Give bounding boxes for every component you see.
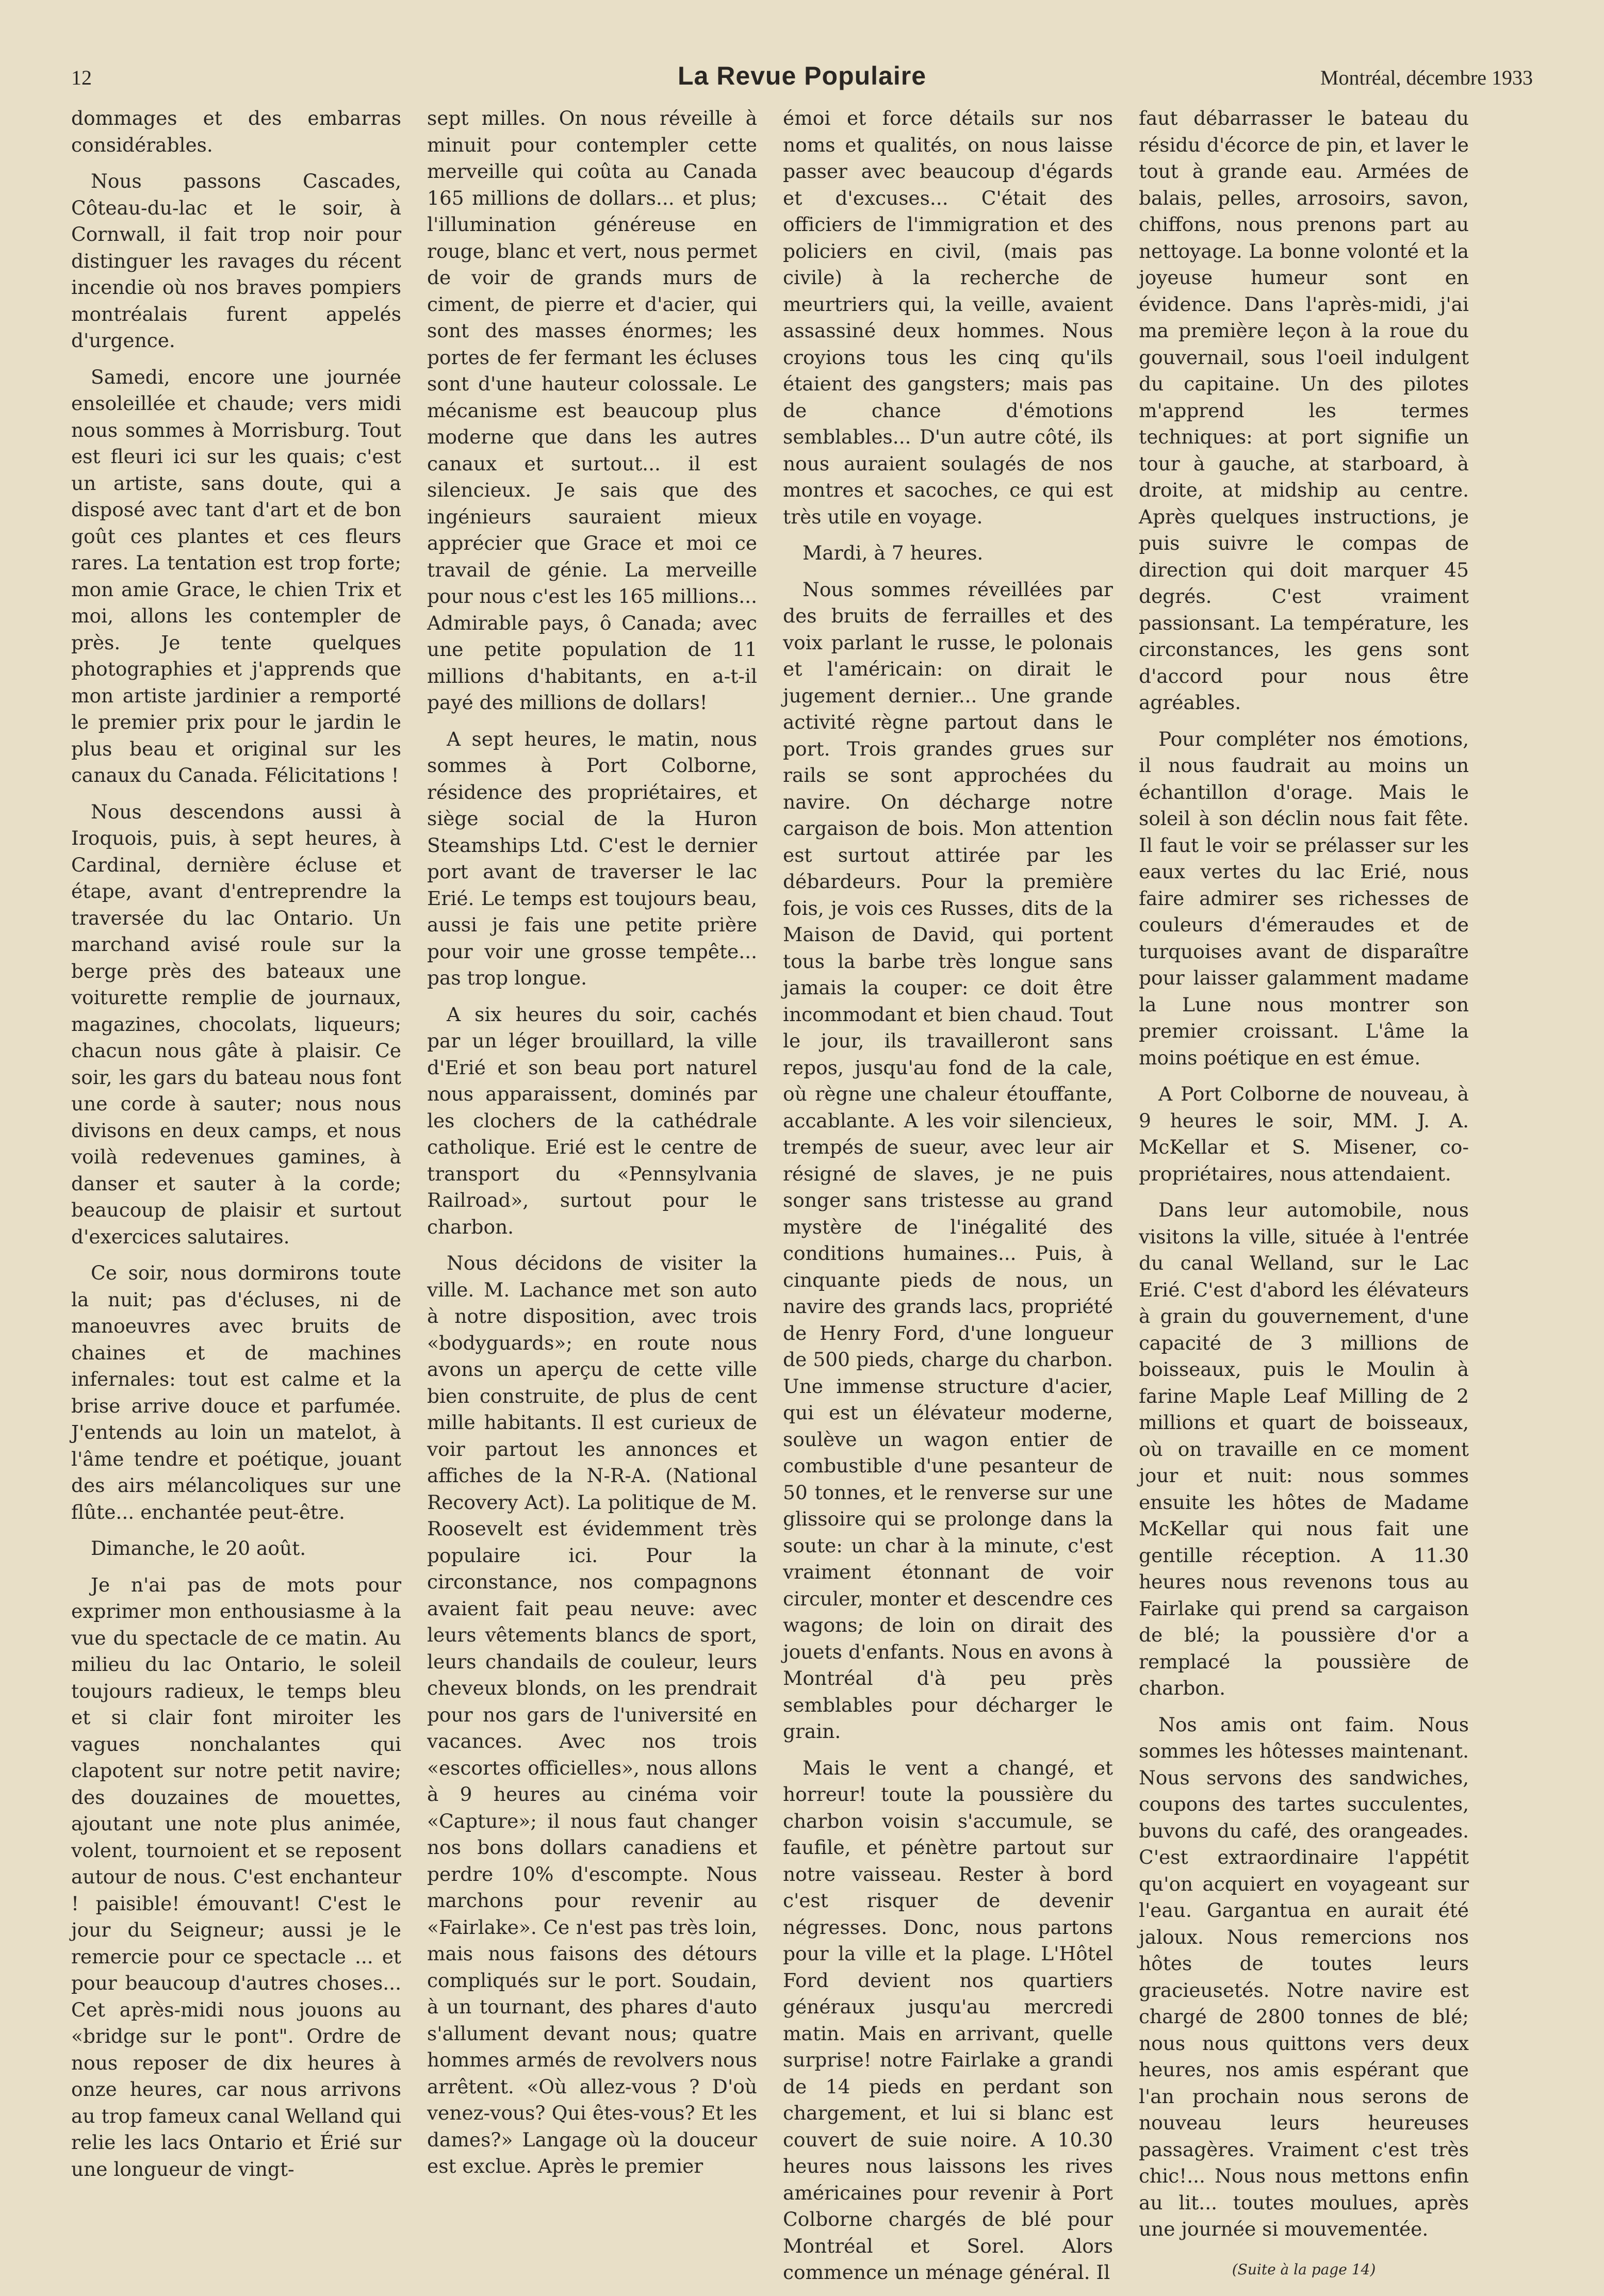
page-header [71, 61, 1533, 97]
paragraph: faut débarrasser le bateau du résidu d'écorce de pin, et laver le tout à grande eau. Armées de balais, pelles, arrosoirs, savon, chiffons, nous prenons part au nettoyage. La bonne volonté et la joyeuse humeur sont en évidence. Dans l'après-midi, j'ai ma première leçon à la roue du gouvernail, sous l'oeil indulgent du capitaine. Un des pilotes m'apprend les termes techniques: at port signifie un tour à gauche, at starboard, à droite, at midship au centre. Après quelques instructions, je puis suivre le compas de direction qui doit marquer 45 degrés. C'est vraiment passionsant. La température, les circonstances, les gens sont d'accord pour nous être agréables. [1139, 107, 1469, 714]
paragraph: A six heures du soir, cachés par un léger brouillard, la ville d'Erié et son beau port naturel nous apparaissent, dominés par les clochers de la cathédrale catholique. Erié est le centre de transport du «Pennsylvania Railroad», surtout pour le charbon. [427, 1003, 757, 1238]
paragraph: Samedi, encore une journée ensoleillée et chaude; vers midi nous sommes à Morrisburg. Tout est fleuri ici sur les quais; c'est un artiste, sans doute, qui a disposé avec tant d'art et de bon goût ces plantes et ces fleurs rares. La tentation est trop forte; mon amie Grace, le chien Trix et moi, allons les contempler de près. Je tente quelques photographies et j'apprends que mon artiste jardinier a remporté le premier prix pour le jardin le plus beau et original sur les canaux du Canada. Félicitations ! [71, 365, 401, 786]
paragraph: Nous descendons aussi à Iroquois, puis, à sept heures, à Cardinal, dernière écluse et étape, avant d'entreprendre la traversée du lac Ontario. Un marchand avisé roule sur la berge près des bateaux une voiturette remplie de journaux, magazines, chocolats, liqueurs; chacun nous gâte à plaisir. Ce soir, les gars du bateau nous font une corde à sauter; nous nous divisons en deux camps, et nous voilà redevenues gamines, à danser et sauter à la corde; beaucoup de plaisir et surtout d'exercices salutaires. [71, 800, 401, 1248]
paragraph: Pour compléter nos émotions, il nous faudrait au moins un échantillon d'orage. Mais le soleil à son déclin nous fait fête. Il faut le voir se prélasser sur les eaux vertes du lac Erié, nous faire admirer ses richesses de couleurs d'émeraudes et de turquoises avant de disparaître pour laisser galamment madame la Lune nous montrer son premier croissant. L'âme la moins poétique en est émue. [1139, 727, 1469, 1069]
column-2 [427, 105, 757, 2296]
column-1 [71, 105, 401, 2296]
page-number: 12 [71, 66, 92, 89]
paragraph: Nous décidons de visiter la ville. M. Lachance met son auto à notre disposition, avec trois «bodyguards»; en route nous avons un aperçu de cette ville bien construite, de plus de cent mille habitants. Il est curieux de voir partout les annonces et affiches de la N-R-A. (National Recovery Act). La politique de M. Roosevelt est évidemment très populaire ici. Pour la circonstance, nos compagnons avaient fait peau neuve: avec leurs vêtements blancs de sport, leurs chandails de couleur, leurs cheveux blonds, on les prendrait pour nos gars de l'université en vacances. Avec nos trois «escortes officielles», nous allons à 9 heures au cinéma voir «Capture»; il nous faut changer nos bons dollars canadiens et perdre 10% d'escompte. Nous marchons pour revenir au «Fairlake». Ce n'est pas très loin, mais nous faisons des détours compliqués sur le port. Soudain, à un tournant, des phares d'auto s'allument devant nous; quatre hommes armés de revolvers nous arrêtent. «Où allez-vous ? D'où venez-vous? Qui êtes-vous? Et les dames?» Langage où la douceur est exclue. Après le premier [427, 1252, 757, 2177]
paragraph: A sept heures, le matin, nous sommes à Port Colborne, résidence des propriétaires, et siège social de la Huron Steamships Ltd. C'est le dernier port avant de traverser le lac Erié. Le temps est toujours beau, aussi je fais une petite prière pour voir une grosse tempête... pas trop longue. [427, 727, 757, 989]
issue-date: Montréal, décembre 1933 [1320, 66, 1533, 89]
paragraph: dommages et des embarras considérables. [71, 107, 401, 156]
continued-note: (Suite à la page 14) [1232, 2260, 1376, 2278]
paragraph: Je n'ai pas de mots pour exprimer mon enthousiasme à la vue du spectacle de ce matin. Au milieu du lac Ontario, le soleil toujours radieux, le temps bleu et si clair font miroiter les vagues nonchalantes qui clapotent sur notre petit navire; des douzaines de mouettes, ajoutant une note plus animée, volent, tournoient et se reposent autour de nous. C'est enchanteur ! paisible! émouvant! C'est le jour du Seigneur; aussi je le remercie pour ce spectacle ... et pour beaucoup d'autres choses... Cet après-midi nous jouons au «bridge sur le pont". Ordre de nous reposer de dix heures à onze heures, car nous arrivons au trop fameux canal Welland qui relie les lacs Ontario et Érié sur une longueur de vingt- [71, 1573, 401, 2180]
paragraph: Nous passons Cascades, Côteau-du-lac et le soir, à Cornwall, il fait trop noir pour distinguer les ravages du récent incendie où nos braves pompiers montréalais furent appelés d'urgence. [71, 170, 401, 352]
publication-title: La Revue Populaire [677, 61, 927, 90]
dateline: Dimanche, le 20 août. [91, 1537, 306, 1560]
paragraph: émoi et force détails sur nos noms et qualités, on nous laisse passer avec beaucoup d'égards et d'excuses... C'était des officiers de l'immigration et des policiers en civil, (mais pas civile) à la recherche de meurtriers qui, la veille, avaient assassiné deux hommes. Nous croyions tous les cinq qu'ils étaient des gangsters; mais pas de chance d'émotions semblables... D'un autre côté, ils nous auraient soulagés de nos montres et sacoches, ce qui est très utile en voyage. [783, 107, 1113, 528]
paragraph: Nous sommes réveillées par des bruits de ferrailles et des voix parlant le russe, le polonais et l'américain: on dirait le jugement dernier... Une grande activité règne partout dans le port. Trois grandes grues sur rails se sont approchées du navire. On décharge notre cargaison de bois. Mon attention est surtout attirée par les débardeurs. Pour la première fois, je vois ces Russes, dits de la Maison de David, qui portent tous la barbe très longue sans jamais la couper: ce doit être incommodant et bien chaud. Tout le jour, ils travailleront sans repos, jusqu'au fond de la cale, où règne une chaleur étouffante, accablante. A les voir silencieux, trempés de sueur, avec leur air résigné de slaves, je ne puis songer sans tristesse au grand mystère de l'inégalité des conditions humaines... Puis, à cinquante pieds de nous, un navire des grands lacs, propriété de Henry Ford, d'une longueur de 500 pieds, charge du charbon. Une immense structure d'acier, qui est un élévateur moderne, soulève un wagon entier de combustible d'une pesanteur de 50 tonnes, et le renverse sur une glissoire qui se prolonge dans la soute: un char à la minute, c'est vraiment étonnant de voir circuler, monter et descendre ces wagons; de loin on dirait des jouets d'enfants. Nous en avons à Montréal d'à peu près semblables pour décharger le grain. [783, 578, 1113, 1743]
paragraph: Ce soir, nous dormirons toute la nuit; pas d'écluses, ni de manoeuvres avec bruits de chaines et de machines infernales: tout est calme et la brise arrive douce et parfumée. J'entends au loin un matelot, à l'âme tendre et poétique, jouant des airs mélancoliques sur une flûte... enchantée peut-être. [71, 1261, 401, 1523]
paragraph: Nos amis ont faim. Nous sommes les hôtesses maintenant. Nous servons des sandwiches, coupons des tartes succulentes, buvons du café, des orangeades. C'est extraordinaire l'appétit qu'on acquiert en voyageant sur l'eau. Gargantua en aurait été jaloux. Nous remercions nos hôtes de toutes leurs gracieusetés. Notre navire est chargé de 2800 tonnes de blé; nous nous quittons vers deux heures, nos amis espérant que l'an prochain nous serons de nouveau leurs heureuses passagères. Vraiment c'est très chic!... Nous nous mettons enfin au lit... toutes moulues, après une journée si mouvementée. [1139, 1713, 1469, 2240]
article-columns [71, 105, 1533, 2296]
column-3 [783, 105, 1113, 2296]
paragraph: Mais le vent a changé, et horreur! toute la poussière du charbon voisin s'accumule, se faufile, et pénètre partout sur notre vaisseau. Rester à bord c'est risquer de devenir négresses. Donc, nous partons pour la ville et la plage. L'Hôtel Ford devient nos quartiers généraux jusqu'au mercredi matin. Mais en arrivant, quelle surprise! notre Fairlake a grandi de 14 pieds en perdant son chargement, et lui si blanc est couvert de suie noire. A 10.30 heures nous laissons les rives américaines pour revenir à Port Colborne chargés de blé pour Montréal et Sorel. Alors commence un ménage général. Il [783, 1756, 1113, 2284]
paragraph: A Port Colborne de nouveau, à 9 heures le soir, MM. J. A. McKellar et S. Misener, co-propriétaires, nous attendaient. [1139, 1083, 1469, 1185]
column-4 [1139, 105, 1469, 2296]
paragraph: sept milles. On nous réveille à minuit pour contempler cette merveille qui coûta au Canada 165 millions de dollars... et plus; l'illumination généreuse en rouge, blanc et vert, nous permet de voir de grands murs de ciment, de pierre et d'acier, qui sont des masses énormes; les portes de fer fermant les écluses sont d'une hauteur colossale. Le mécanisme est beaucoup plus moderne que dans les autres canaux et surtout... il est silencieux. Je sais que des ingénieurs sauraient mieux apprécier que Grace et moi ce travail de génie. La merveille pour nous c'est les 165 millions... Admirable pays, ô Canada; avec une petite population de 11 millions d'habitants, en a-t-il payé des millions de dollars! [427, 107, 757, 714]
paragraph: Dans leur automobile, nous visitons la ville, située à l'entrée du canal Welland, sur le Lac Erié. C'est d'abord les élévateurs à grain du gouvernement, d'une capacité de 3 millions de boisseaux, puis le Moulin à farine Maple Leaf Milling de 2 millions et quart de boisseaux, où on travaille en ce moment jour et nuit: nous sommes ensuite les hôtes de Madame McKellar qui nous fait une gentille réception. A 11.30 heures nous revenons tous au Fairlake qui prend sa cargaison de blé; la poussière d'or a remplacé la poussière de charbon. [1139, 1199, 1469, 1699]
dateline: Mardi, à 7 heures. [803, 542, 984, 564]
